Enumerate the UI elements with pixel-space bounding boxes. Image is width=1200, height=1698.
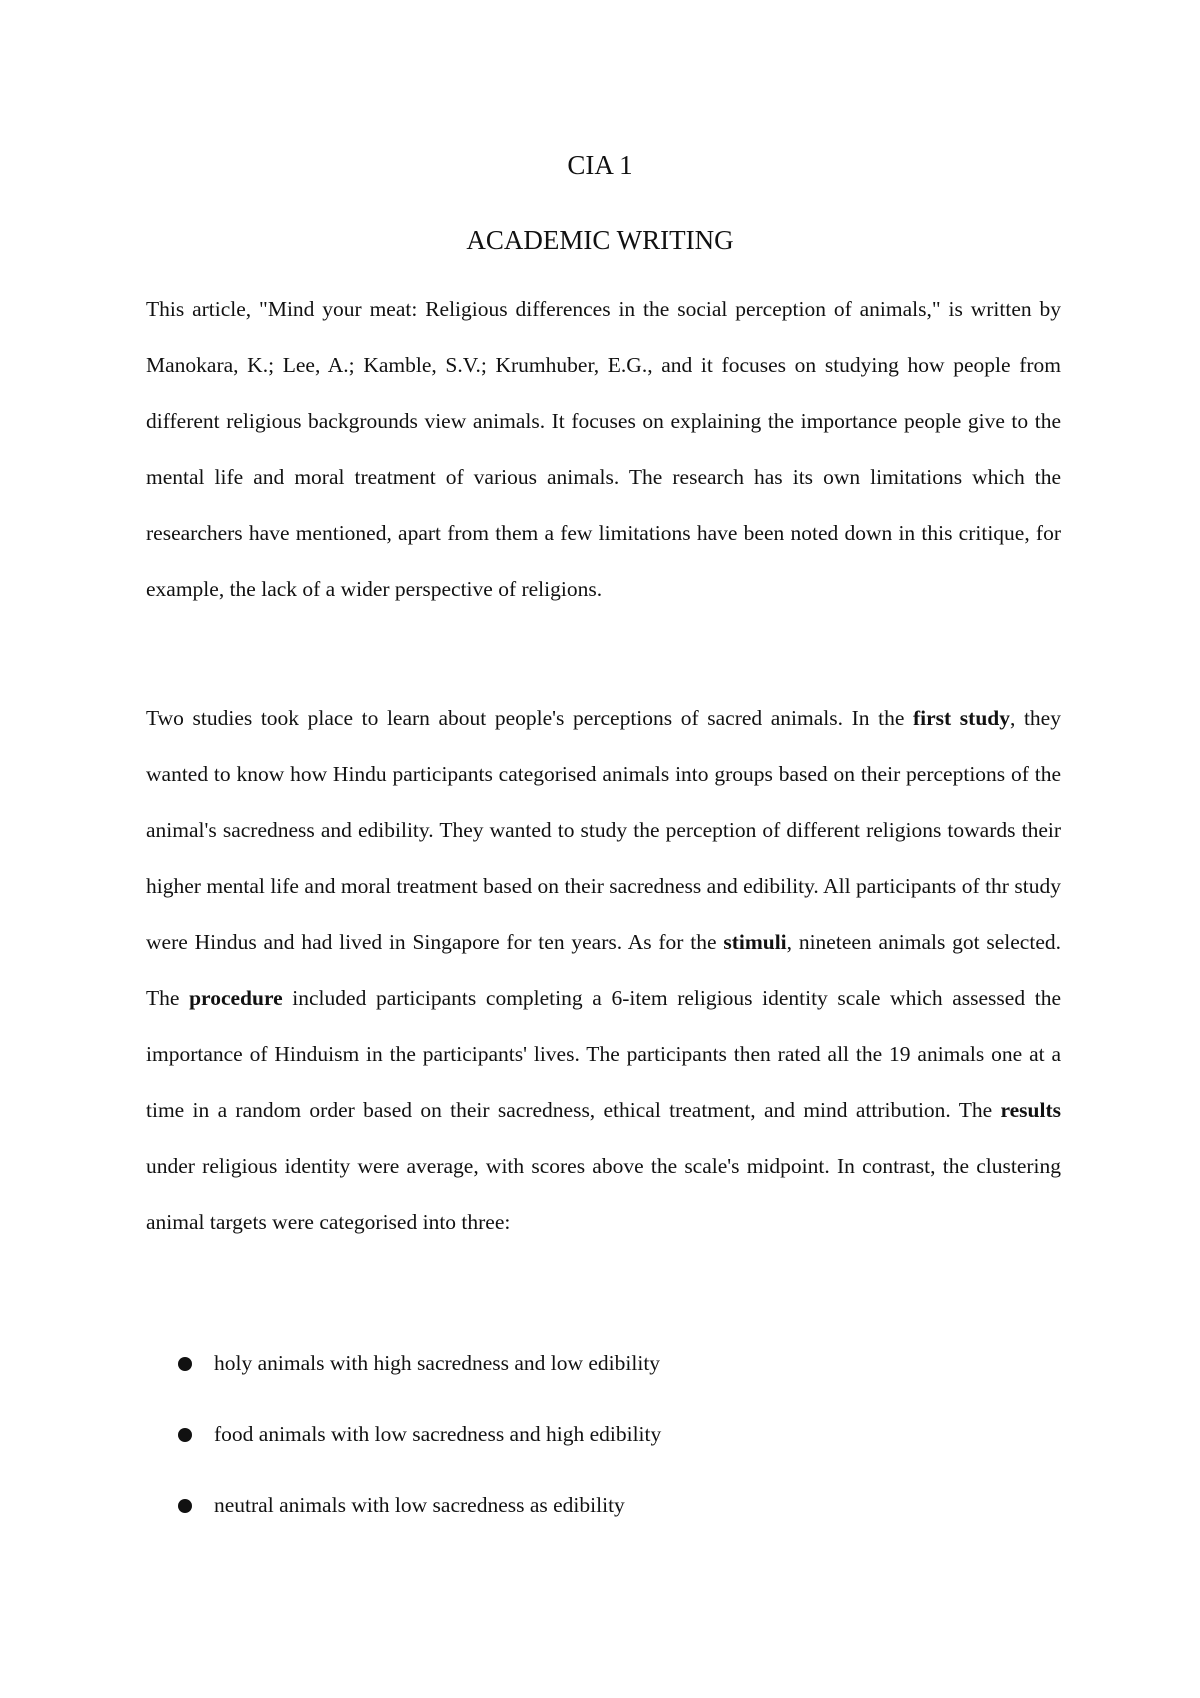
bold-term-results: results	[1000, 1098, 1061, 1122]
list-item	[178, 1399, 661, 1470]
bullet-icon	[178, 1499, 192, 1513]
paragraph-text: , nineteen animals got selected. The	[146, 930, 1061, 1010]
paragraph-intro: This article, "Mind your meat: Religious differences in the social perception of animals," is written by Manokara, K.; Lee, A.; Kamble, S.V.; Krumhuber, E.G., and it focuses on studying how people from different religious backgrounds view animals. It focuses on explaining the importance people give to the mental life and moral treatment of various animals. The research has its own limitations which the researchers have mentioned, apart from them a few limitations have been noted down in this critique, for example, the lack of a wider perspective of religions.	[146, 297, 1061, 601]
paragraph-text: Two studies took place to learn about people's perceptions of sacred animals. In the	[146, 706, 913, 730]
bold-term-first-study: first study	[912, 706, 1010, 730]
bullet-icon	[178, 1428, 192, 1442]
list-item	[178, 1328, 661, 1399]
bold-term-procedure: procedure	[189, 986, 283, 1010]
document-title: CIA 1	[567, 150, 633, 180]
list-item-text: food animals with low sacredness and high edibility	[214, 1422, 662, 1446]
bold-term-stimuli: stimuli	[723, 930, 787, 954]
paragraph-text: included participants completing a 6-item religious identity scale which assessed the importance of Hinduism in the participants' lives. The participants then rated all the 19 animals one at a time in a random order based on their sacredness, ethical treatment, and mind attribution. The	[146, 986, 1061, 1122]
list-item	[178, 1470, 661, 1541]
paragraph-text: under religious identity were average, with scores above the scale's midpoint. In contrast, the clustering animal targets were categorised into three:	[146, 1154, 1061, 1234]
paragraph-studies	[146, 690, 1061, 1250]
category-list	[178, 1328, 661, 1541]
paragraph-text: , they wanted to know how Hindu participants categorised animals into groups based on their perceptions of the animal's sacredness and edibility. They wanted to study the perception of different religions towards their higher mental life and moral treatment based on their sacredness and edibility. All participants of thr study were Hindus and had lived in Singapore for ten years. As for the	[146, 706, 1061, 954]
list-item-text: neutral animals with low sacredness as edibility	[214, 1493, 625, 1517]
bullet-icon	[178, 1357, 192, 1371]
list-item-text: holy animals with high sacredness and low edibility	[214, 1351, 661, 1375]
document-subtitle: ACADEMIC WRITING	[466, 225, 734, 255]
